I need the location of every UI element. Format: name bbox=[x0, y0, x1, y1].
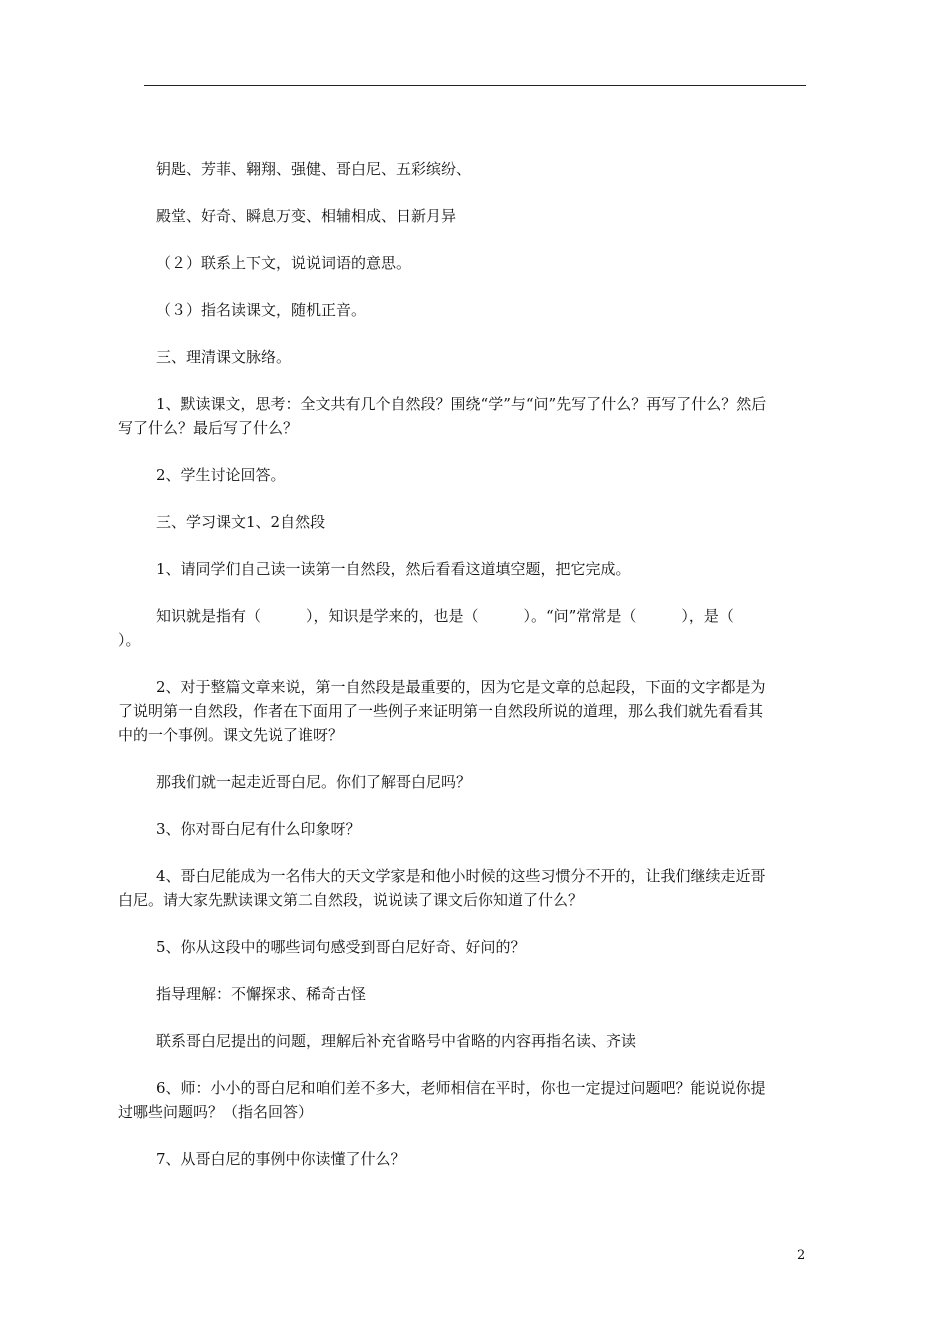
paragraph: 1、默读课文，思考：全文共有几个自然段？围绕“学”与“问”先写了什么？再写了什么？然后写了什么？最后写了什么？ bbox=[118, 395, 767, 437]
header-rule bbox=[144, 85, 806, 86]
paragraph: （３）指名读课文，随机正音。 bbox=[156, 301, 367, 319]
paragraph: 2、对于整篇文章来说，第一自然段是最重要的，因为它是文章的总起段，下面的文字都是为了说明第一自然段，作者在下面用了一些例子来证明第一自然段所说的道理，那么我们就先看看其中的一个事例。课文先说了谁呀？ bbox=[118, 678, 766, 744]
paragraph: 联系哥白尼提出的问题，理解后补充省略号中省略的内容再指名读、齐读 bbox=[156, 1032, 637, 1050]
paragraph: 4、哥白尼能成为一名伟大的天文学家是和他小时候的这些习惯分不开的，让我们继续走近哥白尼。请大家先默读课文第二自然段，说说读了课文后你知道了什么？ bbox=[118, 867, 766, 909]
paragraph: 2、学生讨论回答。 bbox=[156, 466, 286, 484]
section-heading: 三、理清课文脉络。 bbox=[156, 348, 292, 366]
page-number: 2 bbox=[797, 1248, 806, 1263]
paragraph: 1、请同学们自己读一读第一自然段，然后看看这道填空题，把它完成。 bbox=[156, 560, 631, 578]
section-heading: 三、学习课文1、2自然段 bbox=[156, 513, 326, 531]
paragraph: 钥匙、芳菲、翱翔、强健、哥白尼、五彩缤纷、 bbox=[156, 160, 472, 178]
paragraph: 指导理解：不懈探求、稀奇古怪 bbox=[156, 985, 367, 1003]
fill-in-blank: 知识就是指有（ ），知识是学来的，也是（ ）。“问”常常是（ ），是（ ）。 bbox=[118, 607, 779, 649]
paragraph: 3、你对哥白尼有什么印象呀？ bbox=[156, 820, 361, 838]
document-body bbox=[118, 157, 779, 1194]
paragraph: 殿堂、好奇、瞬息万变、相辅相成、日新月异 bbox=[156, 207, 457, 225]
paragraph: 6、师：小小的哥白尼和咱们差不多大，老师相信在平时，你也一定提过问题吧？能说说你提过哪些问题吗？（指名回答） bbox=[118, 1079, 766, 1121]
paragraph: 7、从哥白尼的事例中你读懂了什么？ bbox=[156, 1150, 406, 1168]
paragraph: （２）联系上下文，说说词语的意思。 bbox=[156, 254, 412, 272]
paragraph: 那我们就一起走近哥白尼。你们了解哥白尼吗？ bbox=[156, 773, 472, 791]
paragraph: 5、你从这段中的哪些词句感受到哥白尼好奇、好问的？ bbox=[156, 938, 526, 956]
